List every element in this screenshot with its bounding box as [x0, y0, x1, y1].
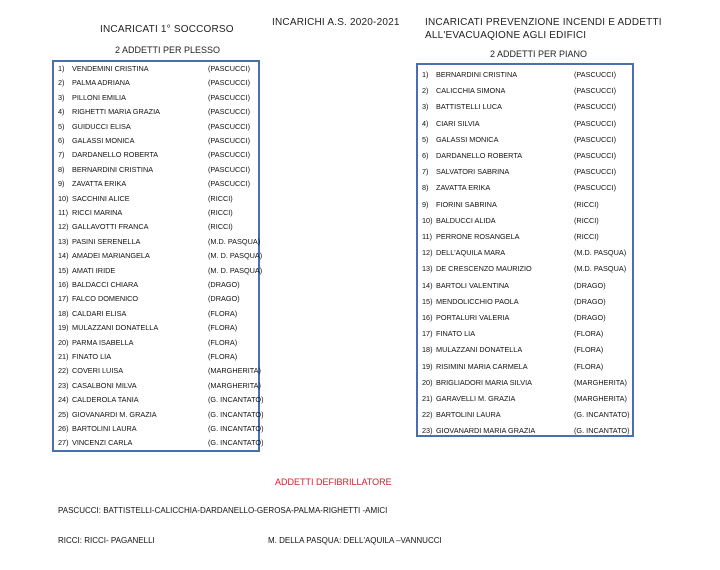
item-name: CALDARI ELISA [72, 308, 127, 318]
item-name: CIARI SILVIA [436, 118, 480, 128]
item-name: PALMA ADRIANA [72, 78, 130, 88]
item-number: 7) [58, 150, 65, 160]
item-name: PARMA ISABELLA [72, 337, 134, 347]
item-school-tag: (PASCUCCI) [208, 107, 251, 117]
item-school-tag: (PASCUCCI) [574, 167, 617, 177]
list-item [422, 264, 627, 274]
item-number: 16) [422, 313, 433, 322]
item-name: SACCHINI ALICE [72, 193, 130, 203]
item-number: 19) [422, 361, 433, 371]
item-number: 9) [58, 179, 65, 189]
right-subtitle: 2 ADDETTI PER PIANO [490, 49, 588, 59]
item-name: DELL'AQUILA MARA [436, 248, 506, 258]
list-item [58, 338, 263, 348]
item-school-tag: (DRAGO) [208, 294, 240, 304]
item-number: 17) [422, 329, 433, 339]
item-school-tag: (PASCUCCI) [208, 121, 251, 131]
item-number: 21) [58, 352, 69, 361]
item-school-tag: (FLORA) [208, 323, 238, 333]
item-number: 7) [422, 167, 429, 177]
item-number: 18) [422, 345, 433, 355]
item-number: 23) [58, 380, 69, 390]
list-item [422, 86, 627, 96]
list-item [58, 237, 263, 247]
item-school-tag: (RICCI) [208, 208, 233, 217]
item-school-tag: (PASCUCCI) [574, 134, 617, 144]
item-school-tag: (G. INCANTATO) [574, 410, 630, 420]
item-school-tag: (PASCUCCI) [574, 86, 617, 96]
list-item [422, 200, 627, 210]
list-item [422, 119, 627, 129]
item-name: DARDANELLO ROBERTA [436, 151, 523, 160]
list-item [422, 70, 627, 80]
fire-prevention-list-box [416, 63, 634, 437]
list-item [422, 183, 627, 193]
item-name: BERNARDINI CRISTINA [72, 164, 154, 174]
item-number: 25) [58, 409, 69, 419]
item-number: 15) [58, 265, 69, 275]
list-item [422, 232, 627, 242]
item-number: 6) [58, 136, 65, 145]
item-name: RISIMINI MARIA CARMELA [436, 361, 528, 371]
item-name: MULAZZANI DONATELLA [436, 345, 523, 355]
item-school-tag: (RICCI) [208, 222, 233, 232]
item-name: GIOVANARDI MARIA GRAZIA [436, 426, 536, 436]
item-number: 3) [58, 92, 65, 102]
item-name: SALVATORI SABRINA [436, 167, 510, 177]
item-school-tag: (PASCUCCI) [574, 183, 617, 193]
item-number: 14) [58, 251, 69, 261]
item-school-tag: (G. INCANTATO) [208, 424, 264, 433]
item-school-tag: (MARGHERITA) [574, 377, 627, 387]
item-name: BARTOLINI LAURA [436, 410, 501, 420]
item-name: RIGHETTI MARIA GRAZIA [72, 107, 160, 117]
defibrillator-ricci: RICCI: RICCI- PAGANELLI [58, 536, 155, 545]
list-item [58, 366, 263, 376]
item-name: BALDACCI CHIARA [72, 280, 139, 289]
list-item [58, 78, 263, 88]
item-school-tag: (G. INCANTATO) [574, 426, 630, 436]
first-aid-title: INCARICATI 1° SOCCORSO [100, 24, 234, 35]
item-school-tag: (G. INCANTATO) [208, 409, 264, 419]
item-number: 11) [58, 208, 69, 217]
item-school-tag: (FLORA) [208, 337, 238, 347]
item-school-tag: (FLORA) [208, 352, 238, 361]
item-name: RICCI MARINA [72, 208, 123, 217]
item-name: BARTOLINI LAURA [72, 424, 137, 433]
item-school-tag: (FLORA) [574, 329, 604, 339]
list-item [58, 179, 263, 189]
item-name: GARAVELLI M. GRAZIA [436, 394, 516, 403]
item-name: VENDEMINI CRISTINA [72, 64, 149, 73]
item-school-tag: (PASCUCCI) [574, 118, 617, 128]
list-item [422, 394, 627, 404]
item-name: CALICCHIA SIMONA [436, 86, 506, 96]
item-school-tag: (MARGHERITA) [208, 380, 261, 390]
item-number: 12) [422, 248, 433, 258]
item-school-tag: (DRAGO) [574, 296, 606, 306]
item-school-tag: (RICCI) [208, 193, 233, 203]
item-number: 23) [422, 426, 433, 436]
item-number: 10) [422, 215, 433, 225]
list-item [58, 309, 263, 319]
item-number: 22) [422, 410, 433, 420]
item-number: 13) [422, 264, 433, 274]
list-item [422, 102, 627, 112]
list-item [58, 438, 263, 448]
item-number: 1) [422, 70, 429, 79]
fire-prevention-title-line1: INCARICATI PREVENZIONE INCENDI E ADDETTI [425, 17, 662, 28]
list-item [58, 107, 263, 117]
item-number: 21) [422, 394, 433, 403]
list-item [422, 378, 627, 388]
item-number: 20) [58, 337, 69, 347]
item-number: 11) [422, 232, 433, 241]
list-item [58, 222, 263, 232]
item-school-tag: (DRAGO) [208, 280, 240, 289]
item-name: AMADEI MARIANGELA [72, 251, 150, 261]
item-name: PASINI SERENELLA [72, 236, 141, 246]
item-number: 24) [58, 395, 69, 405]
item-school-tag: (PASCUCCI) [208, 78, 251, 88]
list-item [422, 216, 627, 226]
item-name: GIOVANARDI M. GRAZIA [72, 409, 157, 419]
item-number: 12) [58, 222, 69, 232]
item-school-tag: (FLORA) [574, 345, 604, 355]
school-year-title: INCARICHI A.S. 2020-2021 [272, 17, 400, 28]
item-name: PORTALURI VALERIA [436, 313, 510, 322]
list-item [422, 167, 627, 177]
first-aid-list-box [52, 60, 264, 452]
list-item [58, 280, 263, 290]
item-school-tag: (M.D. PASQUA) [574, 264, 627, 274]
list-item [422, 135, 627, 145]
item-school-tag: (PASCUCCI) [574, 102, 617, 112]
item-school-tag: (M. D. PASQUA) [208, 251, 263, 261]
list-item [58, 424, 263, 434]
item-name: AMATI IRIDE [72, 265, 116, 275]
list-item [58, 410, 263, 420]
list-item [58, 150, 263, 160]
item-name: GALLAVOTTI FRANCA [72, 222, 149, 232]
item-number: 2) [422, 86, 429, 96]
item-number: 4) [58, 107, 65, 117]
item-number: 20) [422, 377, 433, 387]
list-item [422, 281, 627, 291]
list-item [422, 345, 627, 355]
item-school-tag: (RICCI) [574, 215, 599, 225]
item-number: 16) [58, 280, 69, 289]
list-item [58, 251, 263, 261]
list-item [422, 410, 630, 420]
item-number: 10) [58, 193, 69, 203]
list-item [58, 136, 263, 146]
list-item [422, 329, 627, 339]
item-school-tag: (PASCUCCI) [208, 64, 251, 73]
item-number: 15) [422, 296, 433, 306]
list-item [58, 294, 263, 304]
list-item [422, 426, 630, 436]
item-number: 26) [58, 424, 69, 433]
item-school-tag: (FLORA) [208, 308, 238, 318]
item-school-tag: (PASCUCCI) [208, 136, 251, 145]
item-number: 3) [422, 102, 429, 112]
item-name: BATTISTELLI LUCA [436, 102, 502, 112]
defibrillator-mdpasqua: M. DELLA PASQUA: DELL'AQUILA –VANNUCCI [268, 536, 442, 545]
item-name: GUIDUCCI ELISA [72, 121, 131, 131]
item-school-tag: (PASCUCCI) [208, 179, 251, 189]
item-school-tag: (RICCI) [574, 232, 599, 241]
item-number: 2) [58, 78, 65, 88]
item-name: BARTOLI VALENTINA [436, 280, 509, 290]
item-school-tag: (G. INCANTATO) [208, 438, 264, 448]
item-name: COVERI LUISA [72, 366, 124, 376]
item-name: PILLONI EMILIA [72, 92, 126, 102]
item-number: 5) [422, 134, 429, 144]
item-school-tag: (DRAGO) [574, 313, 606, 322]
item-name: FIORINI SABRINA [436, 199, 497, 209]
item-name: GALASSI MONICA [436, 134, 499, 144]
item-name: ZAVATTA ERIKA [72, 179, 127, 189]
item-name: MULAZZANI DONATELLA [72, 323, 159, 333]
item-number: 8) [58, 164, 65, 174]
item-number: 8) [422, 183, 429, 193]
item-number: 27) [58, 438, 69, 448]
list-item [58, 395, 263, 405]
item-name: DE CRESCENZO MAURIZIO [436, 264, 532, 274]
item-name: FALCO DOMENICO [72, 294, 139, 304]
list-item [422, 248, 627, 258]
item-school-tag: (PASCUCCI) [208, 164, 251, 174]
list-item [58, 64, 263, 74]
item-name: FINATO LIA [72, 352, 112, 361]
item-name: CALDEROLA TANIA [72, 395, 139, 405]
list-item [422, 313, 627, 323]
item-number: 6) [422, 151, 429, 160]
item-school-tag: (G. INCANTATO) [208, 395, 264, 405]
item-number: 19) [58, 323, 69, 333]
item-name: CASALBONI MILVA [72, 380, 137, 390]
list-item [58, 323, 263, 333]
list-item [58, 165, 263, 175]
item-school-tag: (DRAGO) [574, 280, 606, 290]
list-item [58, 352, 263, 362]
item-school-tag: (M.D. PASQUA) [574, 248, 627, 258]
item-name: PERRONE ROSANGELA [436, 232, 520, 241]
item-school-tag: (PASCUCCI) [208, 150, 251, 160]
list-item [58, 194, 263, 204]
item-number: 1) [58, 64, 65, 73]
item-name: BALDUCCI ALIDA [436, 215, 496, 225]
list-item [422, 151, 627, 161]
fire-prevention-title-line2: ALL'EVACUAQIONE AGLI EDIFICI [425, 30, 587, 41]
item-school-tag: (FLORA) [574, 361, 604, 371]
item-name: VINCENZI CARLA [72, 438, 133, 448]
list-item [58, 266, 263, 276]
item-number: 4) [422, 118, 429, 128]
item-school-tag: (M.D. PASQUA) [208, 236, 261, 246]
item-name: BRIGLIADORI MARIA SILVIA [436, 377, 532, 387]
list-item [58, 381, 263, 391]
item-school-tag: (PASCUCCI) [574, 70, 617, 79]
item-number: 22) [58, 366, 69, 376]
item-number: 18) [58, 308, 69, 318]
defibrillator-title: ADDETTI DEFIBRILLATORE [275, 477, 392, 487]
item-name: MENDOLICCHIO PAOLA [436, 296, 519, 306]
item-name: BERNARDINI CRISTINA [436, 70, 518, 79]
list-item [58, 208, 263, 218]
item-school-tag: (M. D. PASQUA) [208, 265, 263, 275]
item-number: 13) [58, 236, 69, 246]
list-item [58, 93, 263, 103]
item-number: 5) [58, 121, 65, 131]
item-school-tag: (PASCUCCI) [208, 92, 251, 102]
item-school-tag: (RICCI) [574, 199, 599, 209]
item-name: GALASSI MONICA [72, 136, 135, 145]
item-name: ZAVATTA ERIKA [436, 183, 491, 193]
item-number: 14) [422, 280, 433, 290]
item-number: 17) [58, 294, 69, 304]
list-item [422, 297, 627, 307]
item-number: 9) [422, 199, 429, 209]
item-school-tag: (MARGHERITA) [208, 366, 261, 376]
item-school-tag: (PASCUCCI) [574, 151, 617, 160]
item-name: DARDANELLO ROBERTA [72, 150, 159, 160]
item-name: FINATO LIA [436, 329, 476, 339]
item-school-tag: (MARGHERITA) [574, 394, 627, 403]
defibrillator-pascucci: PASCUCCI: BATTISTELLI-CALICCHIA-DARDANELLO-GEROSA-PALMA-RIGHETTI -AMICI [58, 506, 388, 515]
left-subtitle: 2 ADDETTI PER PLESSO [115, 45, 221, 55]
list-item [58, 122, 263, 132]
list-item [422, 362, 627, 372]
